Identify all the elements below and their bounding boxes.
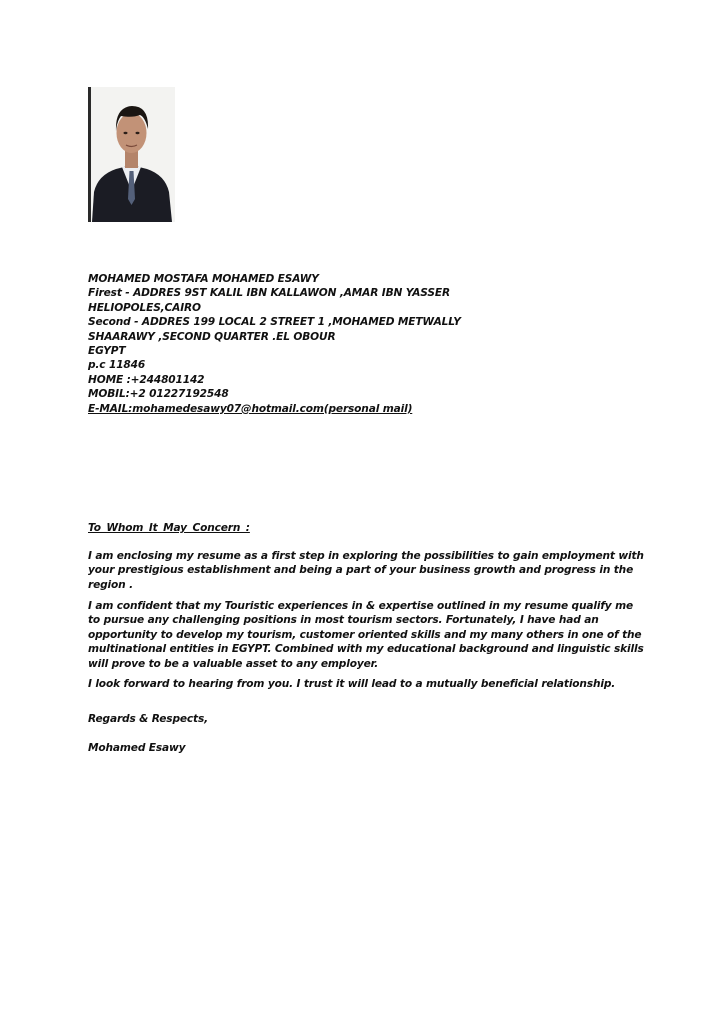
postal-code: p.c 11846 — [88, 359, 146, 372]
paragraph-experience: I am confident that my Touristic experiences in & expertise outlined in my resume qualify me to pursue any challenging positions in most tourism sectors. Fortunately, I have had an opportunity to develop my tourism, customer oriented skills and my many others in one of the multinational entities in EGYPT. Combined with my educational background and linguistic skills will prove to be a valuable asset to any employer. — [88, 600, 644, 670]
paragraph-intro: I am enclosing my resume as a first step in exploring the possibilities to gain employment with your prestigious establishment and being a part of your business growth and progress in the region . — [88, 550, 644, 591]
salutation: To Whom It May Concern : — [88, 522, 250, 534]
address-second-line-2: SHAARAWY ,SECOND QUARTER .EL OBOUR — [88, 330, 336, 343]
contact-header — [88, 272, 648, 416]
applicant-name: MOHAMED MOSTAFA MOHAMED ESAWY — [88, 273, 319, 285]
signature-name: Mohamed Esawy — [88, 742, 186, 754]
paragraph-closing: I look forward to hearing from you. I trust it will lead to a mutually beneficial relationship. — [88, 678, 616, 690]
profile-photo-illustration — [88, 87, 175, 222]
country: EGYPT — [88, 344, 126, 357]
address-second-line-1: Second - ADDRES 199 LOCAL 2 STREET 1 ,MOHAMED METWALLY — [88, 316, 461, 329]
address-first-line-2: HELIOPOLES,CAIRO — [88, 301, 201, 314]
home-phone: HOME :+244801142 — [88, 373, 205, 386]
mobile-phone: MOBIL:+2 01227192548 — [88, 388, 229, 401]
profile-photo — [88, 87, 175, 222]
address-first-line-1: Firest - ADDRES 9ST KALIL IBN KALLAWON ,AMAR IBN YASSER — [88, 287, 450, 300]
closing-regards: Regards & Respects, — [88, 713, 208, 725]
email-link[interactable]: E-MAIL:mohamedesawy07@hotmail.com(personal mail) — [88, 402, 413, 415]
